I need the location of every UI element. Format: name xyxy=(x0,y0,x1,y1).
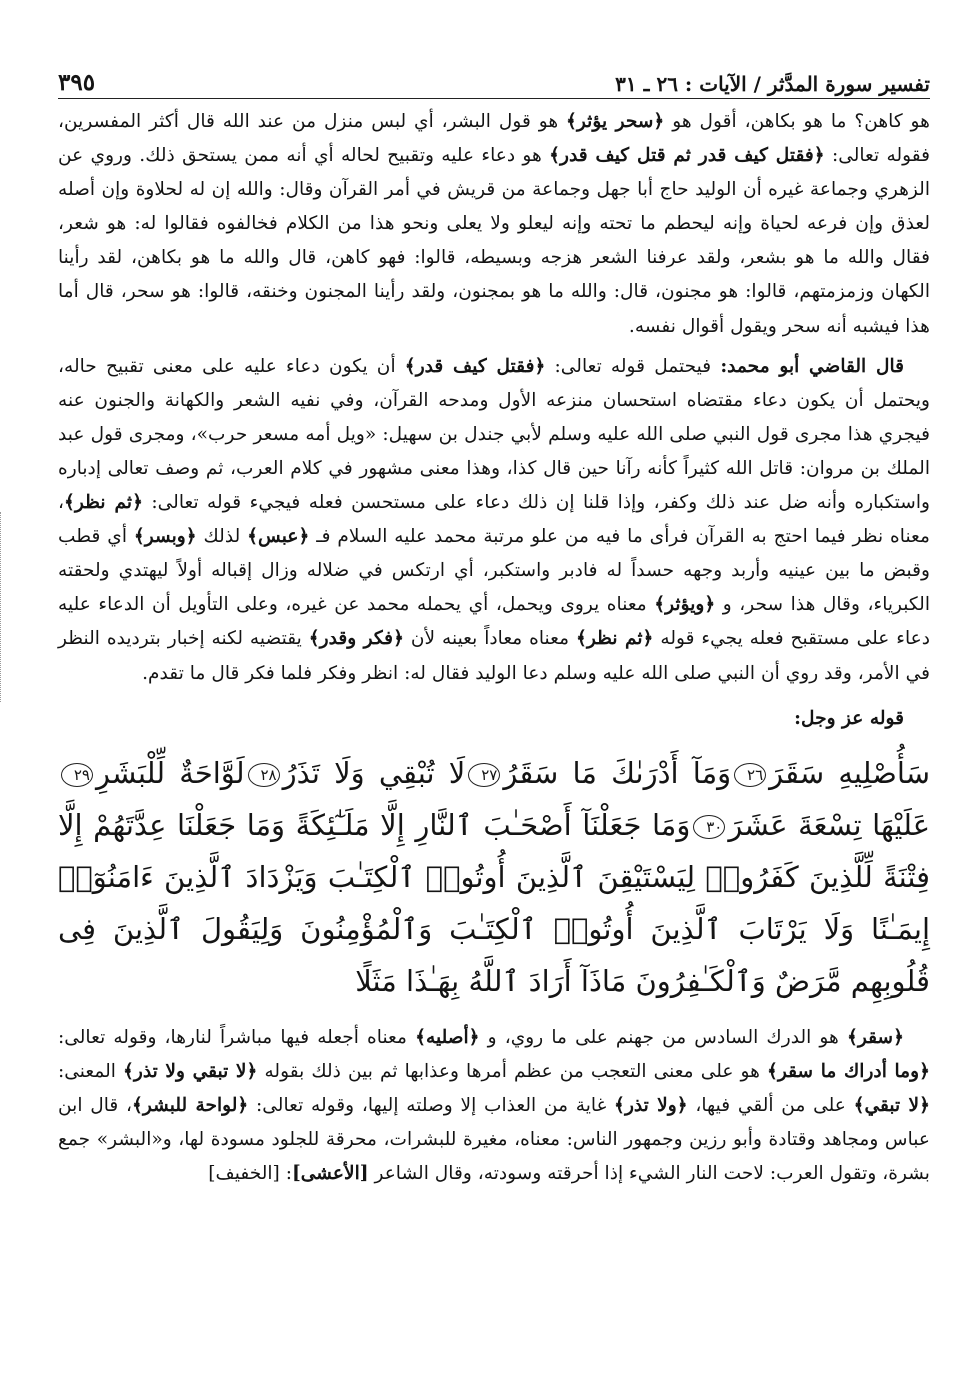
text-run: لذلك xyxy=(196,526,248,548)
bold-quote-run: ﴿وما أدراك ما سقر﴾ xyxy=(766,1060,930,1082)
bold-quote-run: ﴿فقتل كيف قدر ثم قتل كيف قدر﴾ xyxy=(549,145,825,167)
header-title: تفسير سورة المدَّثر / الآيات : ٢٦ ـ ٣١ xyxy=(615,72,930,96)
book-page xyxy=(58,56,930,1191)
bold-quote-run: ﴿عبس﴾ xyxy=(247,526,310,548)
text-run: معناه معاداً بعينه لأن xyxy=(403,628,576,650)
text-run: معناه يروى ويحمل، أي يحمله محمد عن غيره، وعلى التأويل أن الدعاء عليه دعاء على مستقبح فعله يجيء قوله xyxy=(58,594,931,650)
commentary-paragraph-1 xyxy=(58,105,930,344)
text-run: هو على معنى التعجب من عظم أمرها وعذابها ثم بين ذلك بقوله xyxy=(257,1060,767,1082)
quran-verses xyxy=(58,747,930,1007)
running-header xyxy=(58,56,930,99)
text-run: هو قول البشر، أي لبس منزل من عند الله قال أكثر المفسرين، فقوله تعالى: xyxy=(58,111,931,167)
bold-quote-run: ﴿ثم نظر﴾ xyxy=(64,492,144,514)
text-run: هو كاهن؟ ما هو بكاهن، أقول هو xyxy=(664,111,930,132)
verse-number-marker: ٣٠ xyxy=(693,815,725,839)
verse-number-marker: ٢٩ xyxy=(61,763,93,787)
bold-quote-run: ﴿لواحة للبشر﴾ xyxy=(132,1094,249,1116)
text-run: وَمَا جَعَلْنَآ أَصْحَـٰبَ ٱلنَّارِ إِلَّا مَلَـٰٓئِكَةً وَمَا جَعَلْنَا عِدَّتَهُمْ إِلَّا فِتْنَةً لِّلَّذِينَ كَفَرُوا۟ لِيَسْتَيْقِنَ ٱلَّذِينَ أُوتُوا۟ ٱلْكِتَـٰبَ وَيَزْدَادَ ٱلَّذِينَ ءَامَنُوٓا۟ إِيمَـٰنًا وَلَا يَرْتَابَ ٱلَّذِينَ أُوتُوا۟ ٱلْكِتَـٰبَ وَٱلْمُؤْمِنُونَ وَلِيَقُولَ ٱلَّذِينَ فِى قُلُوبِهِم مَّرَضٌ وَٱلْكَـٰفِرُونَ مَاذَآ أَرَادَ ٱللَّهُ بِهَـٰذَا مَثَلًا xyxy=(58,807,930,998)
text-run: المعنى: xyxy=(58,1060,123,1082)
verse-number-marker: ٢٦ xyxy=(734,763,766,787)
commentary-paragraph-3 xyxy=(58,1021,930,1191)
text-run: أي قطب وقبض ما بين عينيه وأربد وجهه حسداً له فادبر واستكبر، أي ارتكس في ضلاله وزال إقباله أولاً ليهتدي ولحقته الكبرياء، وقال هذا سحر، و xyxy=(58,526,931,616)
bold-quote-run: ﴿لا تبقي ولا تذر﴾ xyxy=(122,1060,258,1082)
text-run: غاية من العذاب إلا وصلته إليها، وقوله تعالى: xyxy=(248,1094,615,1116)
verse-number-marker: ٢٧ xyxy=(468,763,500,787)
text-run: وَمَآ أَدْرَىٰكَ مَا سَقَرُ xyxy=(503,755,732,790)
bold-quote-run: ﴿ولا تذر﴾ xyxy=(614,1094,688,1116)
text-run: يقتضيه لكنه إخبار بترديده النظر في الأمر، وقد روي أن النبي صلى الله عليه وسلم دعا الوليد فقال له: انظر وفكر فلما فكر قال ما تقدم. xyxy=(58,628,930,684)
bold-quote-run: ﴿ثم نظر﴾ xyxy=(575,628,654,650)
bold-quote-run: [الأعشى] xyxy=(291,1162,369,1184)
bold-quote-run: ﴿أصليه﴾ xyxy=(415,1026,480,1048)
text-run: هو الدرك السادس من جهنم على ما روي، و xyxy=(479,1026,847,1048)
bold-quote-run: ﴿سحر يؤثر﴾ xyxy=(566,111,665,132)
text-run: ، معناه نظر فيما احتج به القرآن فرأى ما فيه من علو مرتبة محمد عليه السلام فـ xyxy=(58,492,930,548)
text-run: هو دعاء عليه وتقبيح لحاله أي أنه ممن يستحق ذلك. وروي عن الزهري وجماعة غيره أن الوليد حاج أبا جهل وجماعة من قريش في أمر القرآن وقال: والله إن له لحلاوة وإن أصله لعذق وإن فرعه لحياة وإنه ليحطم ما تحته وإنه ليعلو ولا يعلى ونحو هذا من الكلام فخالفوه فقالوا له: هو شعر، فقال والله ما هو بشعر، ولقد عرفنا الشعر هزجه وبسيطه، قالوا: فهو كاهن، قال والله ما هو بكاهن، لقد رأينا الكهان وزمزمتهم، قالوا: هو مجنون، قال: والله ما هو بمجنون، ولقد رأينا المجنون وخنقه، قالوا: هو سحر، قال أما هذا فيشبه أنه سحر ويقول أقوال نفسه. xyxy=(58,145,930,337)
margin-mark xyxy=(0,512,3,702)
text-run: على من ألقي فيها، xyxy=(687,1094,854,1116)
commentary-paragraph-2 xyxy=(58,350,930,691)
bold-quote-run: ﴿وبسر﴾ xyxy=(133,526,197,548)
text-run: أن يكون دعاء عليه على معنى تقبيح حاله، ويحتمل أن يكون دعاء مقتضاه استحسان منزعه الأول ومدحه القرآن، وفي نفيه الشعر والكهانة والجنون عنه فيجري هذا مجرى قول النبي صلى الله عليه وسلم لأبي جندل بن سهيل: «ويل أمه مسعر حرب»، ومجرى قول عبد الملك بن مروان: قاتل الله كثيراً كأنه رآنا حين قال كذا، وهذا معنى مشهور في كلام العرب، ثم وصف تعالى إدباره واستكباره وأنه ضل عند ذلك وكفر، وإذا قلنا إن ذلك دعاء على مستحسن فعله فيجيء قوله تعالى: xyxy=(58,355,931,514)
text-run: لَوَّاحَةٌ لِّلْبَشَرِ xyxy=(96,755,245,790)
text-run: فيحتمل قوله تعالى: xyxy=(545,355,721,377)
page-number: ٣٩٥ xyxy=(58,69,96,96)
verse-number-marker: ٢٨ xyxy=(248,763,280,787)
text-run: لَا تُبْقِي وَلَا تَذَرُ xyxy=(282,755,466,790)
text-run: ، قال ابن عباس ومجاهد وقتادة وأبو رزين وجمهور الناس: معناه، مغيرة للبشرات، محرقة للجلود مسودة لها، و«البشر» جمع بشرة، وتقول العرب: لاحت النار الشيء إذا أحرقته وسودته، وقال الشاعر xyxy=(58,1094,930,1184)
bold-quote-run: ﴿سقر﴾ xyxy=(846,1026,904,1048)
text-run: سَأُصْلِيهِ سَقَرَ xyxy=(769,755,930,790)
text-run: معناه أجعله فيها مباشراً لنارها، وقوله تعالى: xyxy=(58,1026,416,1048)
text-run: : [الخفيف] xyxy=(208,1162,292,1184)
bold-quote-run: ﴿ويؤثر﴾ xyxy=(654,594,716,616)
bold-quote-run: ﴿فكر وقدر﴾ xyxy=(308,628,404,650)
verse-heading: قوله عز وجل: xyxy=(794,707,904,729)
bold-quote-run: ﴿لا تبقي﴾ xyxy=(853,1094,931,1116)
bold-quote-run: ﴿فقتل كيف قدر﴾ xyxy=(404,355,546,377)
bold-quote-run: قال القاضي أبو محمد: xyxy=(720,355,905,377)
text-run: عَلَيْهَا تِسْعَةَ عَشَرَ xyxy=(728,807,930,842)
